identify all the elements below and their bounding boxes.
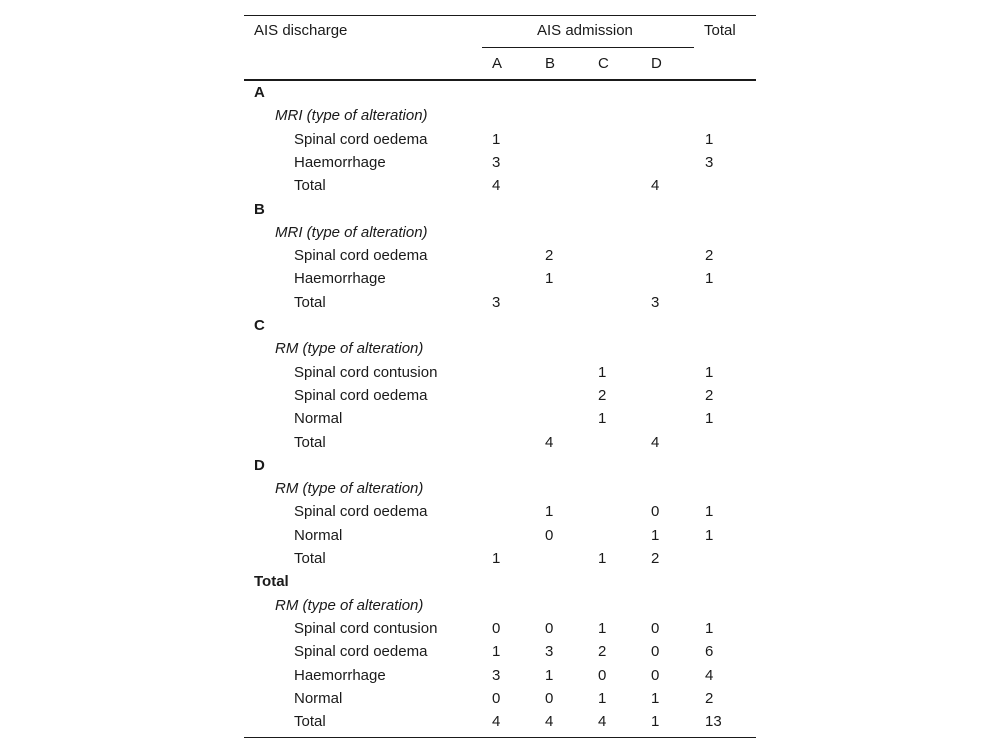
row-total-value: 4 [705, 666, 714, 684]
cell-value-d: 2 [651, 550, 660, 567]
cell-value-a: 4 [492, 177, 501, 195]
row-label: Haemorrhage [294, 153, 386, 171]
header-col-b: B [545, 55, 556, 72]
header-col-c: C [598, 55, 609, 72]
row-label: Haemorrhage [294, 666, 386, 684]
cell-value-d: 0 [651, 643, 660, 661]
header-total-label: Total [704, 22, 736, 39]
row-label: Spinal cord oedema [294, 643, 428, 661]
cell-value-c: 1 [598, 410, 607, 428]
cell-value-d: 4 [651, 433, 660, 451]
cell-value-d: 0 [651, 666, 660, 684]
cell-value-c: 1 [598, 619, 607, 637]
section-subheading: MRI (type of alteration) [275, 107, 428, 125]
row-label: Spinal cord contusion [294, 363, 438, 381]
cell-value-b: 1 [545, 503, 554, 521]
header-group-label: AIS admission [537, 22, 633, 39]
cell-value-d: 3 [651, 293, 660, 311]
row-label: Spinal cord oedema [294, 247, 428, 265]
section-label: A [254, 84, 265, 101]
group-underline [482, 47, 694, 48]
section-subheading: MRI (type of alteration) [275, 223, 428, 241]
section-total-label: Total [294, 713, 326, 731]
row-total-value: 6 [705, 643, 714, 661]
row-total-value: 13 [705, 713, 722, 731]
top-rule [244, 15, 756, 16]
cell-value-d: 1 [651, 713, 660, 731]
row-total-value: 1 [705, 130, 714, 148]
section-total-label: Total [294, 433, 326, 451]
header-col-d: D [651, 55, 662, 72]
row-total-value: 2 [705, 386, 714, 404]
cell-value-a: 3 [492, 666, 501, 684]
cell-value-b: 2 [545, 247, 554, 265]
cell-value-a: 1 [492, 550, 501, 567]
cell-value-b: 1 [545, 666, 554, 684]
header-bottom-rule [244, 79, 756, 81]
section-label: B [254, 200, 265, 218]
header-col-a: A [492, 55, 503, 72]
cell-value-c: 2 [598, 643, 607, 661]
cell-value-a: 4 [492, 713, 501, 731]
section-subheading: RM (type of alteration) [275, 340, 424, 358]
cell-value-d: 1 [651, 689, 660, 707]
cell-value-d: 0 [651, 503, 660, 521]
row-total-value: 1 [705, 619, 714, 637]
section-label: D [254, 456, 265, 474]
row-label: Normal [294, 689, 343, 707]
cell-value-b: 4 [545, 433, 554, 451]
section-total-label: Total [294, 177, 326, 195]
cell-value-b: 0 [545, 526, 554, 544]
row-total-value: 1 [705, 410, 714, 428]
cell-value-c: 2 [598, 386, 607, 404]
cell-value-d: 0 [651, 619, 660, 637]
cell-value-a: 0 [492, 619, 501, 637]
row-total-value: 2 [705, 689, 714, 707]
section-label: C [254, 317, 265, 334]
row-total-value: 1 [705, 363, 714, 381]
row-label: Haemorrhage [294, 270, 386, 288]
row-label: Normal [294, 526, 343, 544]
cell-value-c: 0 [598, 666, 607, 684]
cell-value-b: 4 [545, 713, 554, 731]
section-total-label: Total [294, 550, 326, 567]
section-subheading: RM (type of alteration) [275, 480, 424, 498]
row-label: Spinal cord oedema [294, 130, 428, 148]
cell-value-d: 4 [651, 177, 660, 195]
cell-value-a: 3 [492, 293, 501, 311]
cell-value-a: 3 [492, 153, 501, 171]
row-label: Spinal cord oedema [294, 503, 428, 521]
section-total-label: Total [294, 293, 326, 311]
row-label: Spinal cord contusion [294, 619, 438, 637]
section-subheading: RM (type of alteration) [275, 596, 424, 614]
cell-value-b: 0 [545, 619, 554, 637]
section-label: Total [254, 573, 289, 591]
row-label: Spinal cord oedema [294, 386, 428, 404]
cell-value-c: 1 [598, 550, 607, 567]
cell-value-a: 1 [492, 643, 501, 661]
bottom-rule [244, 737, 756, 738]
row-total-value: 1 [705, 503, 714, 521]
header-row-label: AIS discharge [254, 22, 348, 39]
cell-value-a: 0 [492, 689, 501, 707]
cell-value-c: 1 [598, 363, 607, 381]
cell-value-d: 1 [651, 526, 660, 544]
row-total-value: 2 [705, 247, 714, 265]
row-total-value: 3 [705, 153, 714, 171]
row-total-value: 1 [705, 526, 714, 544]
cell-value-a: 1 [492, 130, 501, 148]
row-label: Normal [294, 410, 343, 428]
cell-value-c: 1 [598, 689, 607, 707]
cell-value-b: 0 [545, 689, 554, 707]
cell-value-b: 1 [545, 270, 554, 288]
row-total-value: 1 [705, 270, 714, 288]
cell-value-c: 4 [598, 713, 607, 731]
cell-value-b: 3 [545, 643, 554, 661]
